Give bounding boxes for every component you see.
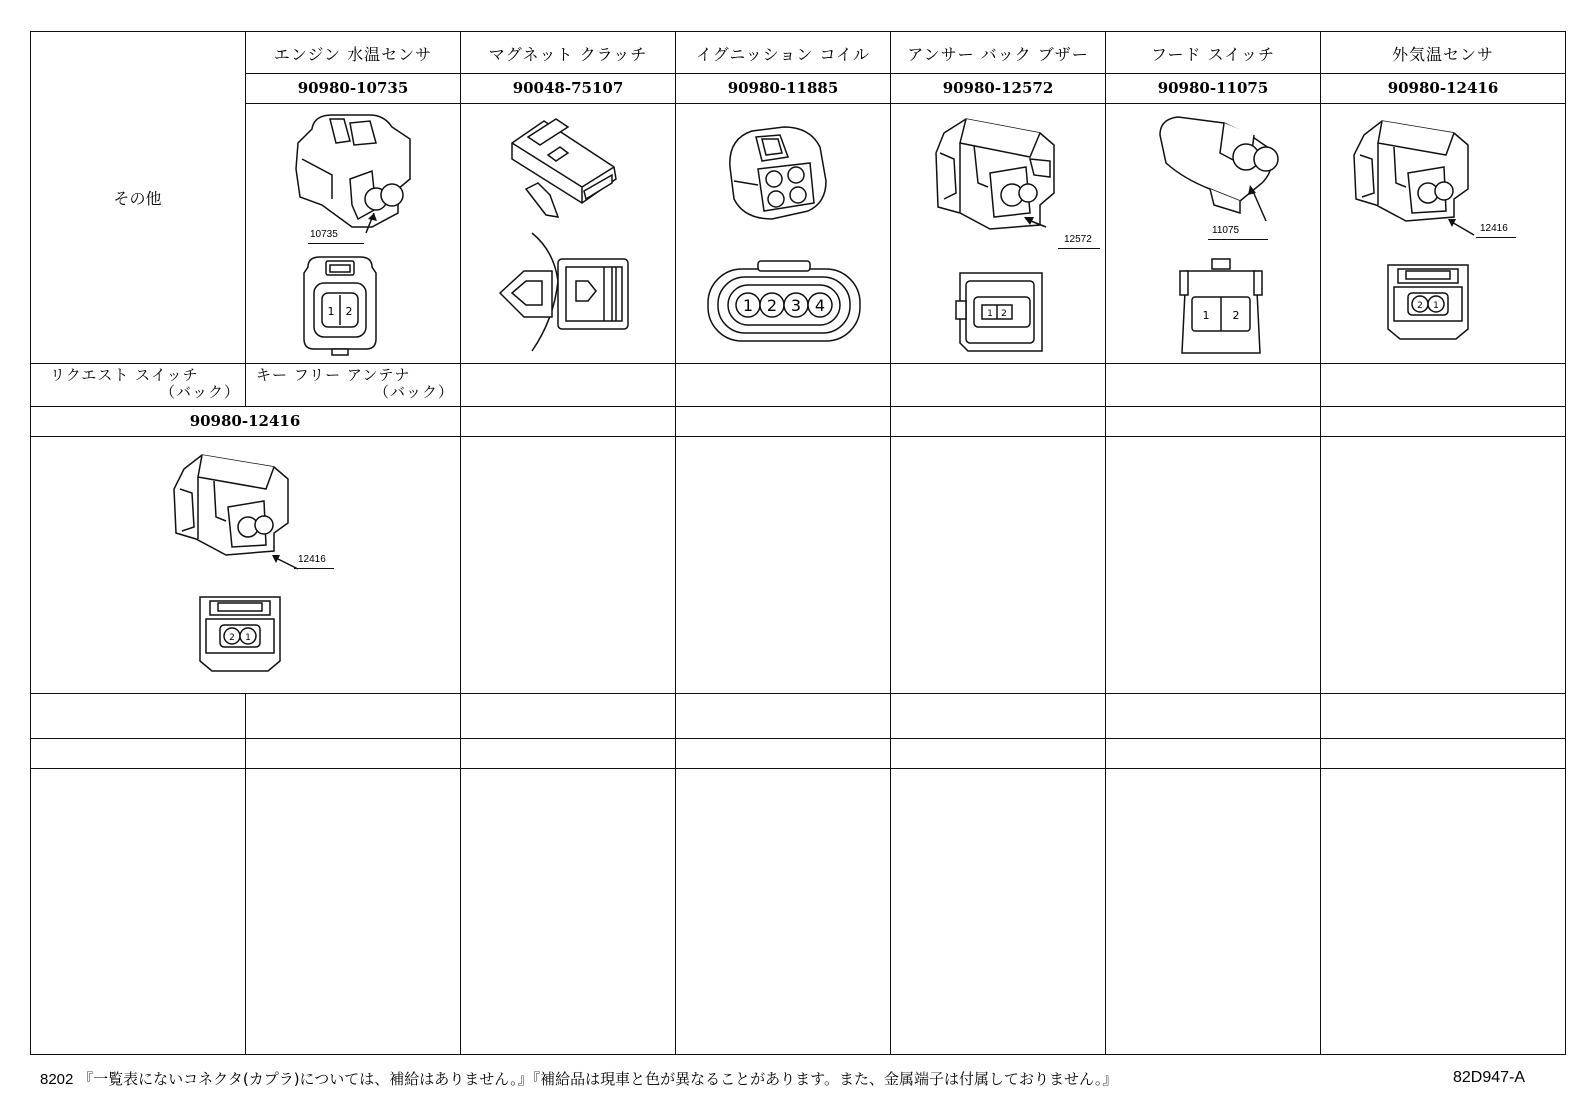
- connector-face-hood-switch: [1176, 257, 1266, 359]
- col-divider: [460, 31, 461, 1055]
- label-line: （バック）: [373, 383, 454, 401]
- part-number: 90980-11075: [1157, 79, 1269, 97]
- header-hood-switch: フード スイッチ: [1151, 45, 1275, 64]
- header-answer-back-buzzer: アンサー バック ブザー: [907, 45, 1089, 64]
- callout-underline: [1058, 248, 1100, 249]
- callout-underline: [294, 568, 334, 569]
- part-number: 90980-11885: [727, 79, 839, 97]
- document-code: 82D947-A: [1453, 1069, 1526, 1086]
- callout-label: 12416: [298, 554, 326, 565]
- connector-drawing-answer-back-buzzer: [930, 113, 1066, 237]
- row-divider: [30, 768, 1565, 769]
- connector-drawing-outside-temp-sensor: [1350, 117, 1480, 227]
- connector-drawing-engine-water-temp: [292, 109, 422, 237]
- connector-face-engine-water-temp: [298, 253, 382, 357]
- row-divider: [30, 406, 1565, 407]
- pin-2: 2: [766, 296, 778, 315]
- pin-1: 1: [1433, 301, 1439, 311]
- connector-table: [30, 31, 1566, 1055]
- connector-drawing-magnet-clutch: [508, 117, 628, 223]
- header-magnet-clutch: マグネット クラッチ: [488, 45, 648, 64]
- row-divider: [30, 693, 1565, 694]
- label-line: （バック）: [159, 383, 240, 401]
- connector-face-outside-temp-sensor: [1382, 259, 1474, 343]
- label-line: リクエスト スイッチ: [50, 366, 199, 384]
- pin-1: 1: [987, 309, 993, 319]
- pin-4: 4: [814, 296, 826, 315]
- row-label-other: その他: [113, 189, 162, 208]
- pin-2: 2: [1417, 301, 1423, 311]
- part-number: 90048-75107: [512, 79, 624, 97]
- connector-face-request-switch: [194, 591, 286, 675]
- part-number: 90980-12572: [942, 79, 1054, 97]
- pin-1: 1: [742, 296, 754, 315]
- part-number: 90980-12416: [189, 412, 301, 430]
- pin-2: 2: [229, 633, 235, 643]
- callout-underline: [308, 243, 364, 244]
- callout-label: 12572: [1064, 234, 1092, 245]
- pin-3: 3: [790, 296, 802, 315]
- col-divider: [675, 31, 676, 1055]
- header-engine-water-temp-sensor: エンジン 水温センサ: [273, 45, 433, 64]
- connector-drawing-hood-switch: [1154, 113, 1280, 225]
- label-line: キー フリー アンテナ: [256, 366, 411, 384]
- part-number: 90980-12416: [1387, 79, 1499, 97]
- pin-1: 1: [327, 305, 335, 318]
- row-divider: [30, 738, 1565, 739]
- header-ignition-coil: イグニッション コイル: [695, 45, 870, 64]
- row-divider: [245, 103, 1565, 104]
- col-divider: [1320, 31, 1321, 1055]
- row-divider: [245, 73, 1565, 74]
- supply-note: 『一覧表にないコネクタ(カプラ)については、補給はありません。』『補給品は現車と色が異なることがあります。また、金属端子は付属しておりません。』: [78, 1070, 1118, 1088]
- callout-underline: [1476, 237, 1516, 238]
- row-divider: [30, 363, 1565, 364]
- connector-drawing-ignition-coil: [722, 123, 832, 223]
- row-divider: [30, 436, 1565, 437]
- label-request-switch-back: [50, 367, 240, 401]
- pin-2: 2: [1232, 309, 1240, 322]
- pin-1: 1: [245, 633, 251, 643]
- pin-2: 2: [345, 305, 353, 318]
- callout-label: 12416: [1480, 223, 1508, 234]
- connector-face-magnet-clutch: [496, 231, 636, 355]
- callout-underline: [1208, 239, 1268, 240]
- header-outside-temp-sensor: 外気温センサ: [1391, 45, 1494, 64]
- part-number: 90980-10735: [297, 79, 409, 97]
- pin-2: 2: [1001, 309, 1007, 319]
- label-keyless-antenna-back: [256, 367, 454, 401]
- page-code: 8202: [40, 1071, 74, 1088]
- connector-drawing-request-switch: [170, 451, 306, 561]
- connector-face-answer-back-buzzer: [952, 267, 1050, 357]
- col-divider: [245, 693, 246, 1055]
- pin-1: 1: [1202, 309, 1210, 322]
- footer-note-line: [40, 1068, 1117, 1089]
- connector-face-ignition-coil: [706, 255, 862, 351]
- col-divider: [890, 31, 891, 1055]
- col-divider: [1105, 31, 1106, 1055]
- callout-label: 11075: [1212, 225, 1240, 236]
- callout-label: 10735: [310, 229, 338, 240]
